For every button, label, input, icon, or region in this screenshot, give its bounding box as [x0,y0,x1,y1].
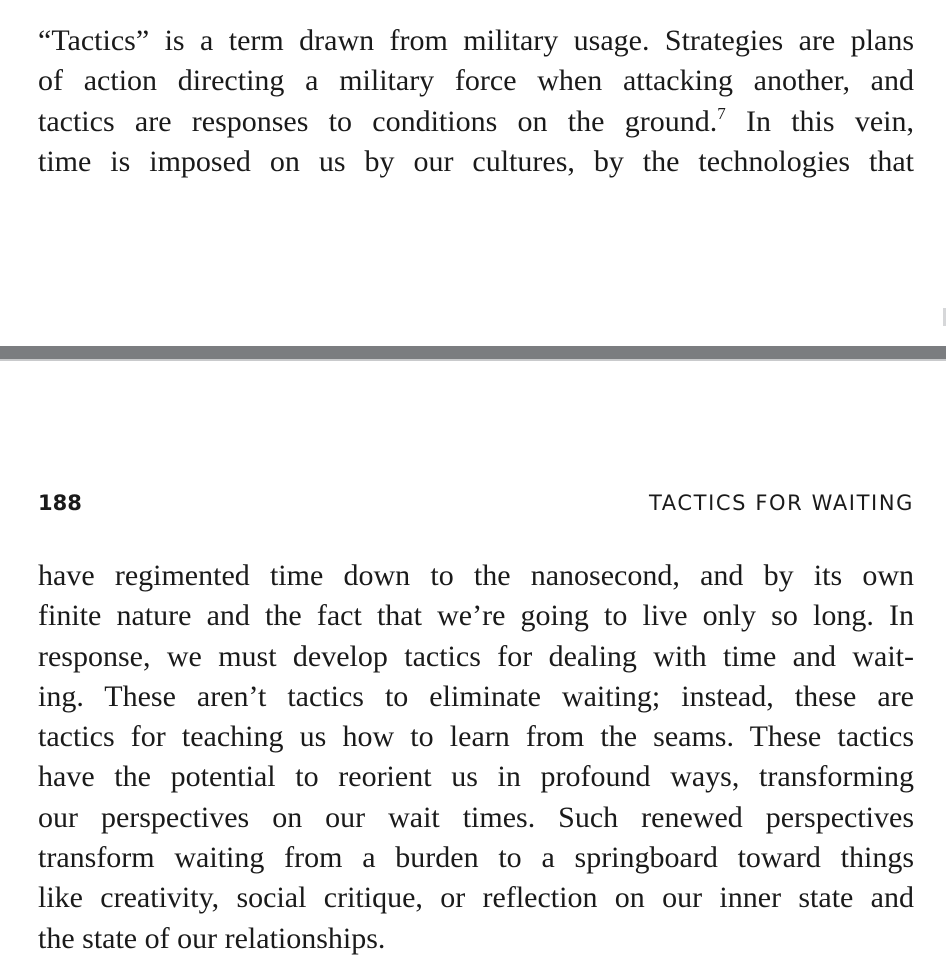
page-divider [0,345,946,362]
text-line: transform waiting from a burden to a springboard toward things [38,841,914,875]
text-line: tactics for teaching us how to learn from the seams. These tactics [38,720,914,754]
text-line: the state of our relationships. [38,921,386,955]
page-number: 188 [38,491,82,515]
text-line: have regimented time down to the nanosecond, and by its own [38,559,914,592]
running-head-title: TACTICS FOR WAITING [649,491,914,515]
text-line: ing. These aren’t tactics to eliminate waiting; instead, these are [38,679,914,713]
text-line: time is imposed on us by our cultures, by the technologies that [38,144,914,178]
page-divider-shadow [0,359,946,361]
text-line: of action directing a military force when attacking another, and [38,64,914,98]
text-segment: In this vein, [725,104,914,138]
page-divider-bar [0,346,946,359]
text-line: response, we must develop tactics for dealing with time and wait- [38,639,914,673]
text-line: like creativity, social critique, or reflection on our inner state and [38,881,914,915]
text-line: have the potential to reorient us in profound ways, transforming [38,760,914,794]
bottom-page-text [38,556,914,959]
text-line-with-footnote [38,102,914,142]
bottom-page [0,362,946,970]
running-head [38,488,914,518]
text-segment: tactics are responses to conditions on the ground. [38,104,718,138]
top-page [0,0,946,345]
top-page-text [38,21,914,182]
footnote-reference[interactable]: 7 [717,103,726,123]
text-line: finite nature and the fact that we’re going to live only so long. In [38,599,914,633]
text-line: our perspectives on our wait times. Such renewed perspectives [38,800,914,834]
text-line: “Tactics” is a term drawn from military usage. Strategies are plans [38,24,914,57]
